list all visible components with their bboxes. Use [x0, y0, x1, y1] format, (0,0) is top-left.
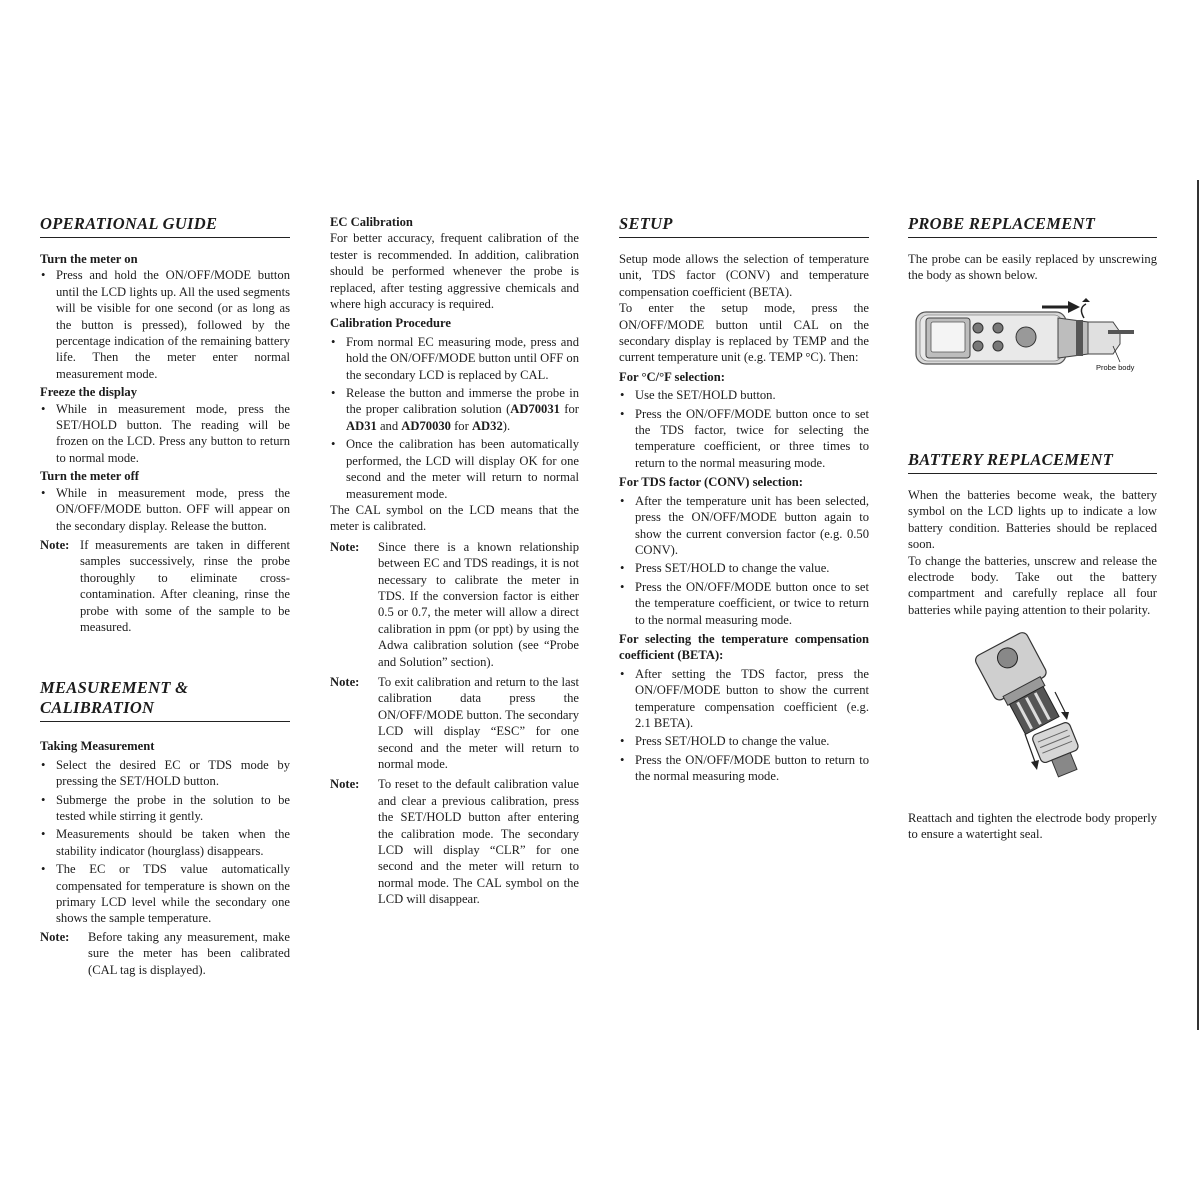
setup-intro-2: To enter the setup mode, press the ON/OFF/MODE button until CAL on the secondary display is replaced by TEMP and the current temperature unit (e.g. TEMP °C). Then:: [619, 301, 869, 365]
item-text: Release the button and immerse the probe in the proper calibration solution (: [346, 386, 579, 417]
note-label: Note:: [330, 777, 360, 792]
note-label: Note:: [40, 537, 70, 552]
list-item: • After setting the TDS factor, press the ON/OFF/MODE button to show the current temperature compensation coefficient (e.g. 2.1 BETA).: [619, 666, 869, 732]
ec-calibration-heading: EC Calibration: [330, 215, 413, 229]
list-item: • Press the ON/OFF/MODE button to return to the normal measuring mode.: [619, 752, 869, 785]
battery-text-1: When the batteries become weak, the battery symbol on the LCD lights up to indicate a low battery condition. Batteries should be replaced soon.: [908, 488, 1157, 552]
probe-replacement-text: The probe can be easily replaced by unscrewing the body as shown below.: [908, 252, 1157, 283]
column-3: [619, 214, 869, 785]
note-text: Since there is a known relationship between EC and TDS readings, it is not necessary to calibrate the meter in TDS. If the conversion factor is either 0.5 or 0.7, the meter will allow a direct calibration in ppm (or ppt) by using the Adwa calibration solution (see “Probe and Solution” section).: [378, 539, 579, 669]
list-item: • Once the calibration has been automatically performed, the LCD will display OK for one second and the meter will return to normal measurement mode.: [330, 436, 579, 502]
column-4: [908, 214, 1157, 284]
note-label: Note:: [40, 929, 70, 944]
operational-guide-title: OPERATIONAL GUIDE: [40, 214, 290, 238]
list-item: • While in measurement mode, press the SET/HOLD button. The reading will be frozen on the LCD. Press any button to return to normal mode.: [40, 401, 290, 467]
list-item: • Press the ON/OFF/MODE button once to set the temperature coefficient, or twice to return to the normal measuring mode.: [619, 579, 869, 628]
item-text: for: [559, 402, 579, 417]
turn-on-heading: Turn the meter on: [40, 252, 138, 266]
list-item: • From normal EC measuring mode, press and hold the ON/OFF/MODE button until OFF on the secondary LCD is replaced by CAL.: [330, 334, 579, 383]
battery-replacement-title: BATTERY REPLACEMENT: [908, 450, 1157, 474]
page-edge-line: [1197, 180, 1199, 1030]
item-text: and: [376, 418, 402, 433]
list-item: • Press and hold the ON/OFF/MODE button until the LCD lights up. All the used segments will be visible for one second (or as long as the button is pressed), followed by the percentage indication of the remaining battery life. Then the meter enter normal measurement mode.: [40, 267, 290, 382]
tds-factor-heading: For TDS factor (CONV) selection:: [619, 475, 803, 490]
measurement-list: [40, 757, 290, 927]
list-item: • Press the ON/OFF/MODE button once to set the TDS factor, twice for selecting the temperature coefficient, or three times to return to the normal measuring mode.: [619, 406, 869, 472]
list-item: • Select the desired EC or TDS mode by pressing the SET/HOLD button.: [40, 757, 290, 790]
note-label: Note:: [330, 539, 360, 554]
beta-list: [619, 666, 869, 785]
beta-heading: For selecting the temperature compensation coefficient (BETA):: [619, 631, 869, 663]
note-calibrated: [40, 929, 290, 978]
note-text: To exit calibration and return to the last calibration data press the ON/OFF/MODE button. The secondary LCD will display “ESC” for one second and the meter will return to normal mode.: [378, 674, 579, 771]
note-ec-tds: [330, 539, 579, 670]
list-item: • Measurements should be taken when the stability indicator (hourglass) disappears.: [40, 826, 290, 859]
column-2: [330, 214, 579, 908]
measurement-calibration-title: MEASUREMENT & CALIBRATION: [40, 678, 290, 722]
note-text: To reset to the default calibration value and clear a previous calibration, press the SET/HOLD button after entering the calibration mode. The secondary LCD will display “CLR” for one second and the meter will return to normal mode. The CAL symbol on the LCD will disappear.: [378, 777, 579, 907]
probe-replacement-title: PROBE REPLACEMENT: [908, 214, 1157, 238]
taking-measurement-heading: Taking Measurement: [40, 739, 155, 754]
ec-calibration-text: For better accuracy, frequent calibration of the tester is recommended. In addition, calibration should be performed whenever the probe is replaced, after testing aggressive chemicals and where high accuracy is required.: [330, 231, 579, 312]
product-code: AD70030: [401, 418, 451, 433]
note-text: Before taking any measurement, make sure the meter has been calibrated (CAL tag is displayed).: [88, 929, 290, 977]
cal-symbol-text: The CAL symbol on the LCD means that the meter is calibrated.: [330, 502, 579, 534]
list-item: • Press SET/HOLD to change the value.: [619, 560, 869, 576]
reattach-text: Reattach and tighten the electrode body properly to ensure a watertight seal.: [908, 811, 1157, 842]
list-item: • The EC or TDS value automatically compensated for temperature is shown on the primary LCD level while the secondary one shows the sample temperature.: [40, 861, 290, 927]
note-cross-contamination: [40, 537, 290, 635]
list-item: • After the temperature unit has been selected, press the ON/OFF/MODE button again to show the current conversion factor (e.g. 0.50 CONV).: [619, 493, 869, 559]
list-item: • While in measurement mode, press the ON/OFF/MODE button. OFF will appear on the secondary display. Release the button.: [40, 485, 290, 534]
product-code: AD31: [346, 418, 377, 433]
probe-illustration: [908, 296, 1148, 386]
temp-unit-heading: For °C/°F selection:: [619, 369, 725, 384]
note-text: If measurements are taken in different samples successively, rinse the probe thoroughly to eliminate cross-contamination. After cleaning, rinse the probe with some of the sample to be measured.: [80, 537, 290, 634]
list-item: • Use the SET/HOLD button.: [619, 387, 869, 403]
temp-unit-list: [619, 387, 869, 471]
note-reset-calibration: [330, 776, 579, 907]
item-text: ).: [502, 418, 511, 433]
product-code: AD32: [471, 418, 503, 433]
freeze-heading: Freeze the display: [40, 385, 137, 400]
list-item: • Submerge the probe in the solution to be tested while stirring it gently.: [40, 792, 290, 825]
freeze-list: [40, 401, 290, 467]
tds-factor-list: [619, 493, 869, 628]
battery-illustration: [975, 632, 1125, 782]
calibration-procedure-heading: Calibration Procedure: [330, 316, 451, 331]
probe-body-label: Probe body: [1096, 363, 1135, 372]
setup-intro-1: Setup mode allows the selection of temperature unit, TDS factor (CONV) and temperature compensation coefficient (BETA).: [619, 252, 869, 299]
battery-text-2: To change the batteries, unscrew and release the electrode body. Take out the battery compartment and carefully replace all four batteries while paying attention to their polarity.: [908, 553, 1157, 617]
calibration-procedure-list: [330, 334, 579, 502]
note-exit-calibration: [330, 674, 579, 772]
turn-on-list: [40, 267, 290, 382]
note-label: Note:: [330, 674, 360, 689]
product-code: AD70031: [510, 402, 560, 417]
item-text: for: [450, 418, 472, 433]
column-1: [40, 214, 290, 978]
setup-title: SETUP: [619, 214, 869, 238]
reattach-section: [908, 810, 1157, 843]
turn-off-heading: Turn the meter off: [40, 469, 139, 484]
list-item: • Press SET/HOLD to change the value.: [619, 733, 869, 749]
list-item: [330, 385, 579, 434]
turn-off-list: [40, 485, 290, 534]
battery-section: [908, 450, 1157, 618]
